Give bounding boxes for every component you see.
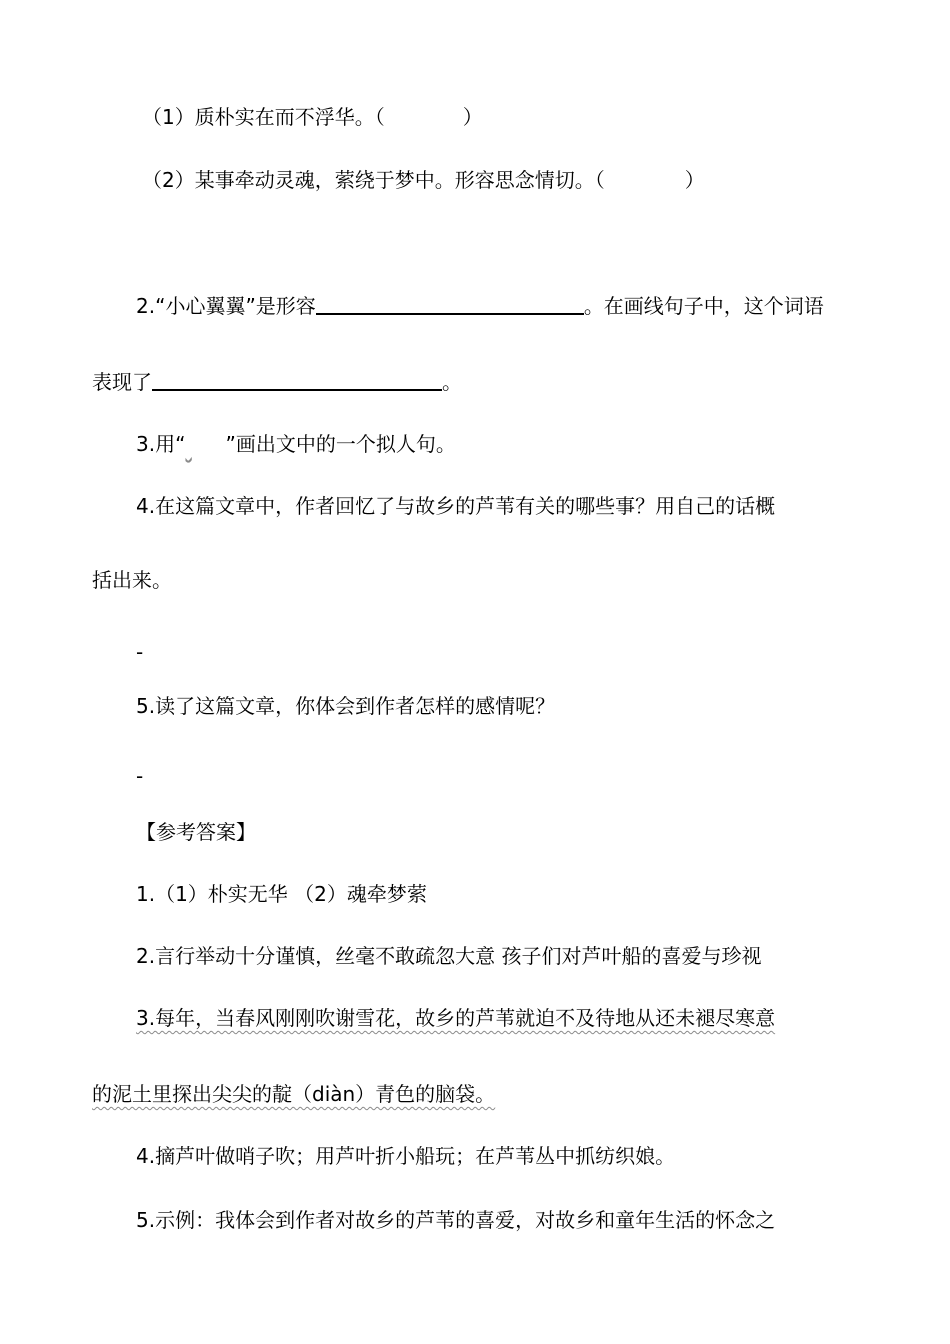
answer-5: 5.示例：我体会到作者对故乡的芦苇的喜爱，对故乡和童年生活的怀念之 <box>136 1208 776 1232</box>
question-3 <box>136 430 456 458</box>
paren-close: ） <box>462 105 483 129</box>
question-text: 3.用“ <box>136 432 186 456</box>
answer-4: 4.摘芦叶做哨子吹；用芦叶折小船玩；在芦苇丛中抓纺织娘。 <box>136 1144 676 1168</box>
question-1-item-2 <box>142 166 705 194</box>
question-2-line-2 <box>92 368 462 396</box>
dash-marker: - <box>136 640 144 664</box>
question-text: （2）某事牵动灵魂，萦绕于梦中。形容思念情切。（ <box>142 168 605 192</box>
question-4-line-2: 括出来。 <box>92 568 172 592</box>
question-text: 。在画线句子中，这个词语 <box>583 294 824 318</box>
paren-close: ） <box>684 168 705 192</box>
question-text: （1）质朴实在而不浮华。（ <box>142 105 385 129</box>
answers-heading: 【参考答案】 <box>136 820 256 844</box>
dash-marker: - <box>136 764 144 788</box>
question-2-line-1 <box>136 292 824 320</box>
question-text: ”画出文中的一个拟人句。 <box>225 432 456 456</box>
question-text: 2.“小心翼翼”是形容 <box>136 294 316 318</box>
answer-3-line-2: 的泥土里探出尖尖的靛（diàn）青色的脑袋。 <box>92 1082 496 1106</box>
fill-blank-line <box>152 369 442 391</box>
question-1-item-1 <box>142 103 483 131</box>
question-4-line-1: 4.在这篇文章中，作者回忆了与故乡的芦苇有关的哪些事？用自己的话概 <box>136 494 776 518</box>
fill-blank-line <box>316 293 584 315</box>
answer-3-line-1: 3.每年，当春风刚刚吹谢雪花，故乡的芦苇就迫不及待地从还未褪尽寒意 <box>136 1006 776 1030</box>
question-text: 。 <box>442 370 462 394</box>
wavy-underline-sample <box>185 430 225 458</box>
question-5: 5.读了这篇文章，你体会到作者怎样的感情呢？ <box>136 694 556 718</box>
answer-2: 2.言行举动十分谨慎，丝毫不敢疏忽大意 孩子们对芦叶船的喜爱与珍视 <box>136 944 762 968</box>
answer-1: 1.（1）朴实无华 （2）魂牵梦萦 <box>136 882 427 906</box>
question-text: 表现了 <box>92 370 152 394</box>
